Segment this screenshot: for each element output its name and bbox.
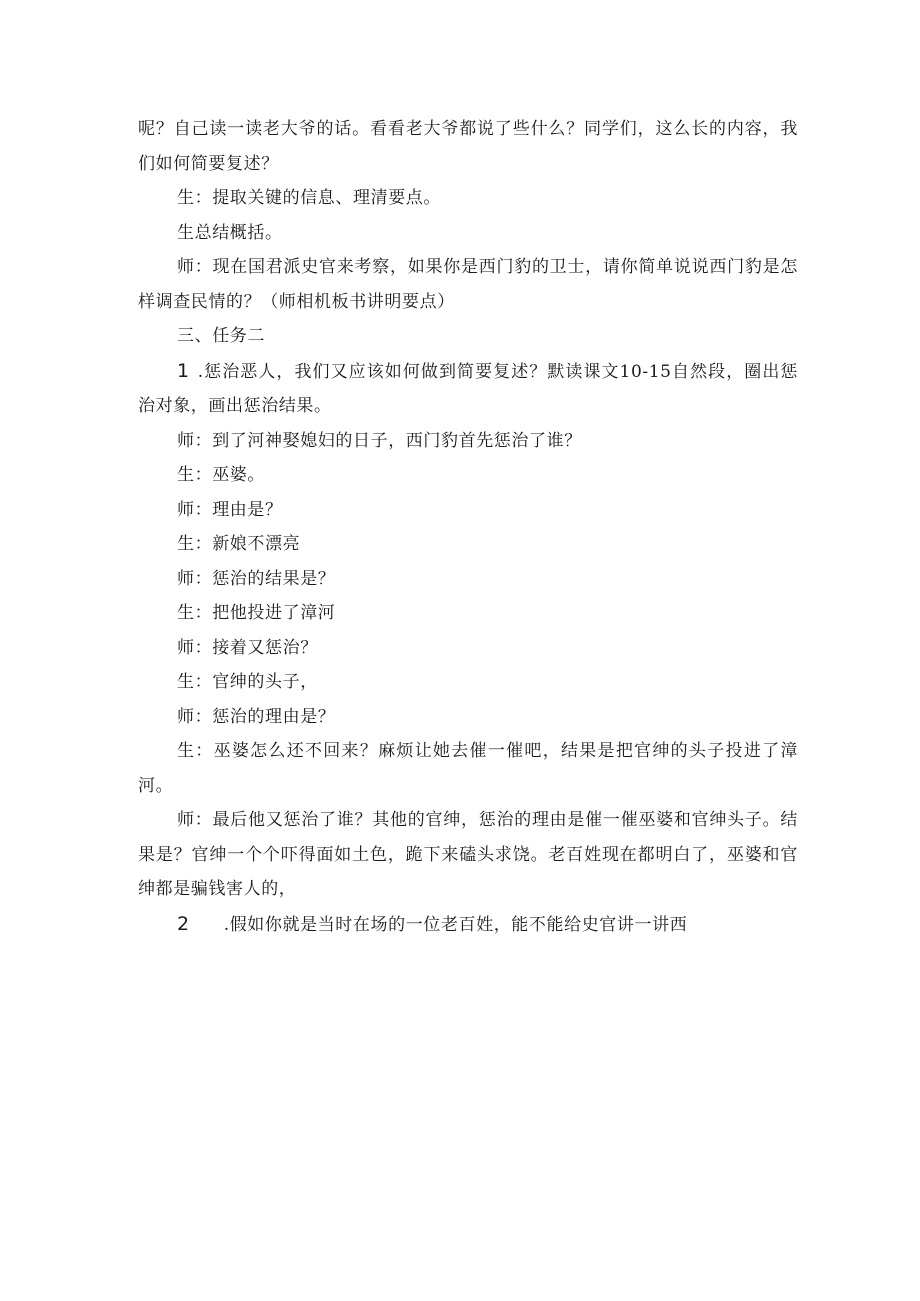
numbered-paragraph bbox=[138, 907, 798, 943]
paragraph: 师：理由是？ bbox=[177, 499, 283, 520]
paragraph-text: .假如你就是当时在场的一位老百姓，能不能给史官讲一讲西 bbox=[223, 914, 688, 935]
paragraph: 生总结概括。 bbox=[177, 222, 283, 243]
paragraph: 生：新娘不漂亮 bbox=[177, 534, 301, 554]
paragraph: 师：惩治的结果是？ bbox=[177, 568, 336, 589]
paragraph: 呢？自己读一读老大爷的话。看看老大爷都说了些什么？同学们，这么长的内容，我们如何简要复述？ bbox=[138, 119, 798, 174]
paragraph: 生：巫婆。 bbox=[177, 465, 265, 485]
paragraph: 师：接着又惩治？ bbox=[177, 637, 318, 658]
paragraph: 师：到了河神娶媳妇的日子，西门豹首先惩治了谁？ bbox=[177, 430, 582, 451]
paragraph: 师：最后他又惩治了谁？其他的官绅，惩治的理由是催一催巫婆和官绅头子。结果是？官绅一个个吓得面如土色，跪下来磕头求饶。老百姓现在都明白了，巫婆和官绅都是骗钱害人的， bbox=[138, 810, 798, 899]
numbered-paragraph bbox=[138, 354, 798, 424]
paragraph: 师：现在国君派史官来考察，如果你是西门豹的卫士，请你简单说说西门豹是怎样调查民情的？（师相机板书讲明要点） bbox=[138, 257, 798, 312]
paragraph: 生：把他投进了漳河 bbox=[177, 603, 336, 623]
paragraph: 师：惩治的理由是？ bbox=[177, 706, 336, 727]
document-page bbox=[138, 112, 798, 942]
paragraph-text: .惩治恶人，我们又应该如何做到简要复述？默读课文10-15自然段，圈出惩治对象，画出惩治结果。 bbox=[138, 361, 798, 416]
list-number: 2 bbox=[177, 912, 190, 935]
list-number: 1 bbox=[177, 359, 190, 382]
paragraph: 生：提取关键的信息、理清要点。 bbox=[177, 188, 441, 208]
section-heading: 三、任务二 bbox=[177, 326, 265, 346]
paragraph: 生：巫婆怎么还不回来？麻烦让她去催一催吧，结果是把官绅的头子投进了漳河。 bbox=[138, 741, 798, 796]
paragraph: 生：官绅的头子， bbox=[177, 672, 318, 692]
